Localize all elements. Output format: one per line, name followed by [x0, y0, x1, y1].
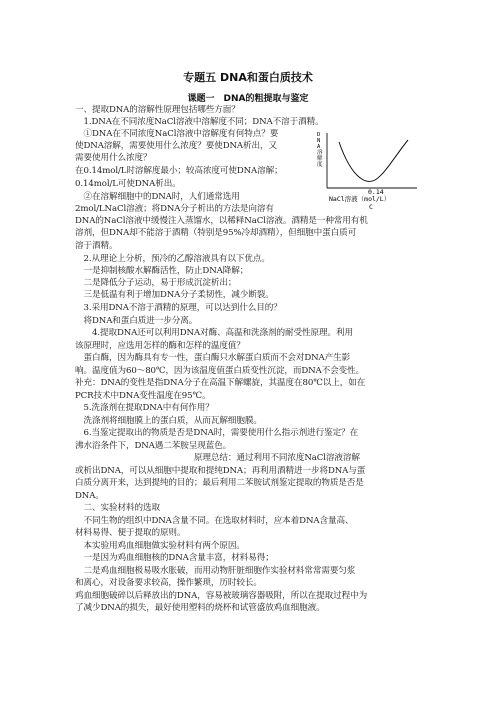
text-line: 使DNA溶解，需要使用什么浓度？要使DNA析出，又 — [75, 141, 278, 151]
page-subtitle: 课题一 DNA的粗提取与鉴定 — [187, 94, 309, 104]
text-line: 材料易得、便于提取的原则。 — [75, 528, 186, 538]
text-line: 二、实验材料的选取 — [75, 503, 160, 513]
x-axis-label: NaCl溶液（mol/L） — [329, 195, 391, 203]
text-line: 一、提取DNA的溶解性原理包括哪些方面？ — [75, 105, 240, 115]
text-line: 了减少DNA的损失，最好使用塑料的烧杯和试管盛放鸡血细胞液。 — [75, 603, 325, 613]
text-line: 2mol/LNaCl溶液；将DNA分子析出的方法是向溶有 — [75, 204, 274, 214]
text-line: 或析出DNA，可以从细胞中提取和提纯DNA；再利用酒精进一步将DNA与蛋 — [75, 466, 366, 476]
text-line: 在0.14mol/L时溶解度最小；较高浓度可使DNA溶解； — [75, 166, 283, 176]
text-line: 需要使用什么浓度？ — [75, 153, 152, 163]
text-line: 溶剂，但DNA却不能溶于酒精（特别是95%冷却酒精），但细胞中蛋白质可 — [75, 228, 357, 238]
text-line: ②在溶解细胞中的DNA时，人们通常选用 — [75, 192, 240, 202]
text-line: 0.14mol/L可使DNA析出。 — [75, 179, 181, 189]
text-line: 一是抑制核酸水解酶活性，防止DNA降解； — [75, 266, 249, 276]
min-point-label: 0.14 — [368, 188, 384, 196]
text-line: 原理总结：通过利用不同浓度NaCl溶液溶解 — [75, 453, 360, 463]
text-line: 蛋白酶，因为酶具有专一性，蛋白酶只水解蛋白质而不会对DNA产生影 — [75, 353, 351, 363]
text-line: 洗涤剂将细胞膜上的蛋白质，从而瓦解细胞膜。 — [75, 416, 262, 426]
axis-end-label: C — [369, 203, 373, 210]
solubility-chart — [313, 130, 423, 210]
text-line: 4.提取DNA还可以利用DNA对酶、高温和洗涤剂的耐受性原理。利用 — [75, 328, 353, 338]
text-line: DNA的NaCl溶液中缓慢注入蒸馏水，以稀释NaCl溶液。酒精是一种常用有机 — [75, 216, 368, 226]
solubility-curve — [339, 140, 408, 181]
text-line: 将DNA和蛋白质进一步分离。 — [75, 316, 198, 326]
text-line: 该原理时，应选用怎样的酶和怎样的温度值？ — [75, 341, 245, 351]
text-line: 沸水浴条件下，DNA遇二苯胺呈现蓝色。 — [75, 441, 232, 451]
text-line: 3.采用DNA不溶于酒精的原理，可以达到什么目的？ — [75, 303, 282, 313]
text-line: 2.从理论上分析，预冷的乙醇溶液具有以下优点。 — [75, 254, 270, 264]
text-line: 白质分离开来，达到提纯的目的；最后利用二苯胺试剂鉴定提取的物质是否是 — [75, 478, 364, 488]
text-line: 本实验用鸡血细胞做实验材料有两个原因。 — [75, 541, 245, 551]
text-line: ①DNA在不同浓度NaCl溶液中溶解度有何特点？要 — [75, 129, 279, 139]
text-line: 三是低温有利于增加DNA分子柔韧性，减少断裂。 — [75, 290, 274, 300]
text-line: 鸡血细胞破碎以后释放出的DNA，容易被玻璃容器吸附，所以在提取过程中为 — [75, 591, 368, 601]
text-line: PCR技术中DNA变性温度在95℃。 — [75, 391, 211, 401]
text-line: 一是因为鸡血细胞核的DNA含量丰富，材料易得； — [75, 553, 274, 563]
text-line: 溶于酒精。 — [75, 241, 118, 251]
page-title: 专题五 DNA和蛋白质技术 — [183, 71, 313, 84]
text-line: DNA。 — [75, 491, 104, 501]
text-line: 补充：DNA的变性是指DNA分子在高温下解螺旋，其温度在80℃以上，如在 — [75, 378, 366, 388]
text-line: 二是鸡血细胞极易吸水胀破，而用动物肝脏细胞作实验材料常常需要匀浆 — [75, 566, 356, 576]
text-line: 5.洗涤剂在提取DNA中有何作用？ — [75, 403, 214, 413]
text-line: 1.DNA在不同浓度NaCl溶液中溶解度不同；DNA不溶于酒精。 — [75, 117, 324, 127]
text-line: 不同生物的组织中DNA含量不同。在选取材料时，应本着DNA含量高、 — [75, 516, 354, 526]
y-axis-label: D N A 溶解度 — [317, 132, 323, 168]
text-line: 二是降低分子运动，易于形成沉淀析出； — [75, 278, 237, 288]
text-line: 和离心，对设备要求较高，操作繁琐，历时较长。 — [75, 578, 262, 588]
text-line: 响。温度值为60～80℃，因为该温度值蛋白质变性沉淀，而DNA不会变性。 — [75, 366, 365, 376]
text-line: 6.当鉴定提取出的物质是否是DNA时，需要使用什么指示剂进行鉴定？在 — [75, 428, 359, 438]
